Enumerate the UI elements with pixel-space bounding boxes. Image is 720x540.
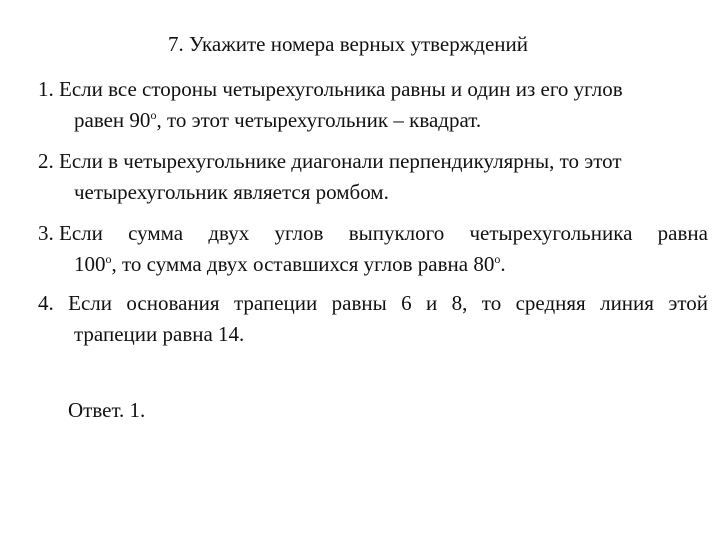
statement-3-number: 3.	[38, 221, 54, 245]
statement-3-word: двух	[208, 221, 250, 245]
statement-2-number: 2.	[38, 149, 54, 173]
answer: Ответ. 1.	[68, 398, 146, 422]
statement-4	[38, 288, 708, 350]
statement-1	[38, 74, 708, 136]
statement-3-line-1	[38, 218, 708, 249]
statement-4-word: трапеции	[233, 291, 318, 315]
statement-1-text-line-1: Если все стороны четырехугольника равны и один из его углов	[59, 77, 623, 101]
statement-4-word: то	[481, 291, 502, 315]
statement-1-number: 1.	[38, 77, 54, 101]
statement-3-text-c: .	[500, 252, 506, 276]
statement-2	[38, 146, 708, 208]
statement-4-word: 6	[401, 291, 412, 315]
statement-4-word: линия	[600, 291, 654, 315]
statement-1-line-1	[38, 74, 708, 105]
statement-4-line-2: трапеции равна 14.	[74, 322, 245, 346]
statement-4-word: средняя	[515, 291, 586, 315]
statement-4-number: 4.	[38, 291, 54, 315]
statement-4-word: этой	[668, 291, 708, 315]
degree-sign: о	[105, 252, 112, 266]
degree-sign: о	[494, 252, 501, 266]
statement-1-text-b: , то этот четырехугольник – квадрат.	[156, 108, 482, 132]
statement-4-word: равны	[331, 291, 387, 315]
statement-4-line-1	[38, 288, 708, 319]
statement-3-text-b: , то сумма двух оставшихся углов равна 80	[111, 252, 495, 276]
statement-3-number-and-first-word	[38, 218, 103, 249]
statement-4-word: 8,	[451, 291, 468, 315]
statement-3	[38, 218, 708, 280]
statement-3-line-2	[38, 249, 708, 280]
statement-1-text-a: равен 90	[74, 108, 151, 132]
statement-2-line-1	[38, 146, 708, 177]
question-title: 7. Укажите номера верных утверждений	[168, 32, 528, 56]
statement-1-line-2	[38, 105, 708, 136]
degree-sign: о	[150, 108, 157, 122]
statement-3-word: четырехугольника	[469, 221, 633, 245]
statement-3-word: углов	[274, 221, 324, 245]
statement-3-word: сумма	[128, 221, 184, 245]
statement-4-word: Если	[68, 291, 113, 315]
statement-4-word: и	[426, 291, 438, 315]
statement-2-line-2: четырехугольник является ромбом.	[74, 180, 389, 204]
statement-4-word: основания	[126, 291, 220, 315]
statement-3-text-a: 100	[74, 252, 106, 276]
statement-3-word: выпуклого	[348, 221, 445, 245]
statement-2-text-line-1: Если в четырехугольнике диагонали перпендикулярны, то этот	[59, 149, 622, 173]
statement-3-word: равна	[657, 221, 708, 245]
statement-3-word: Если	[59, 221, 103, 245]
